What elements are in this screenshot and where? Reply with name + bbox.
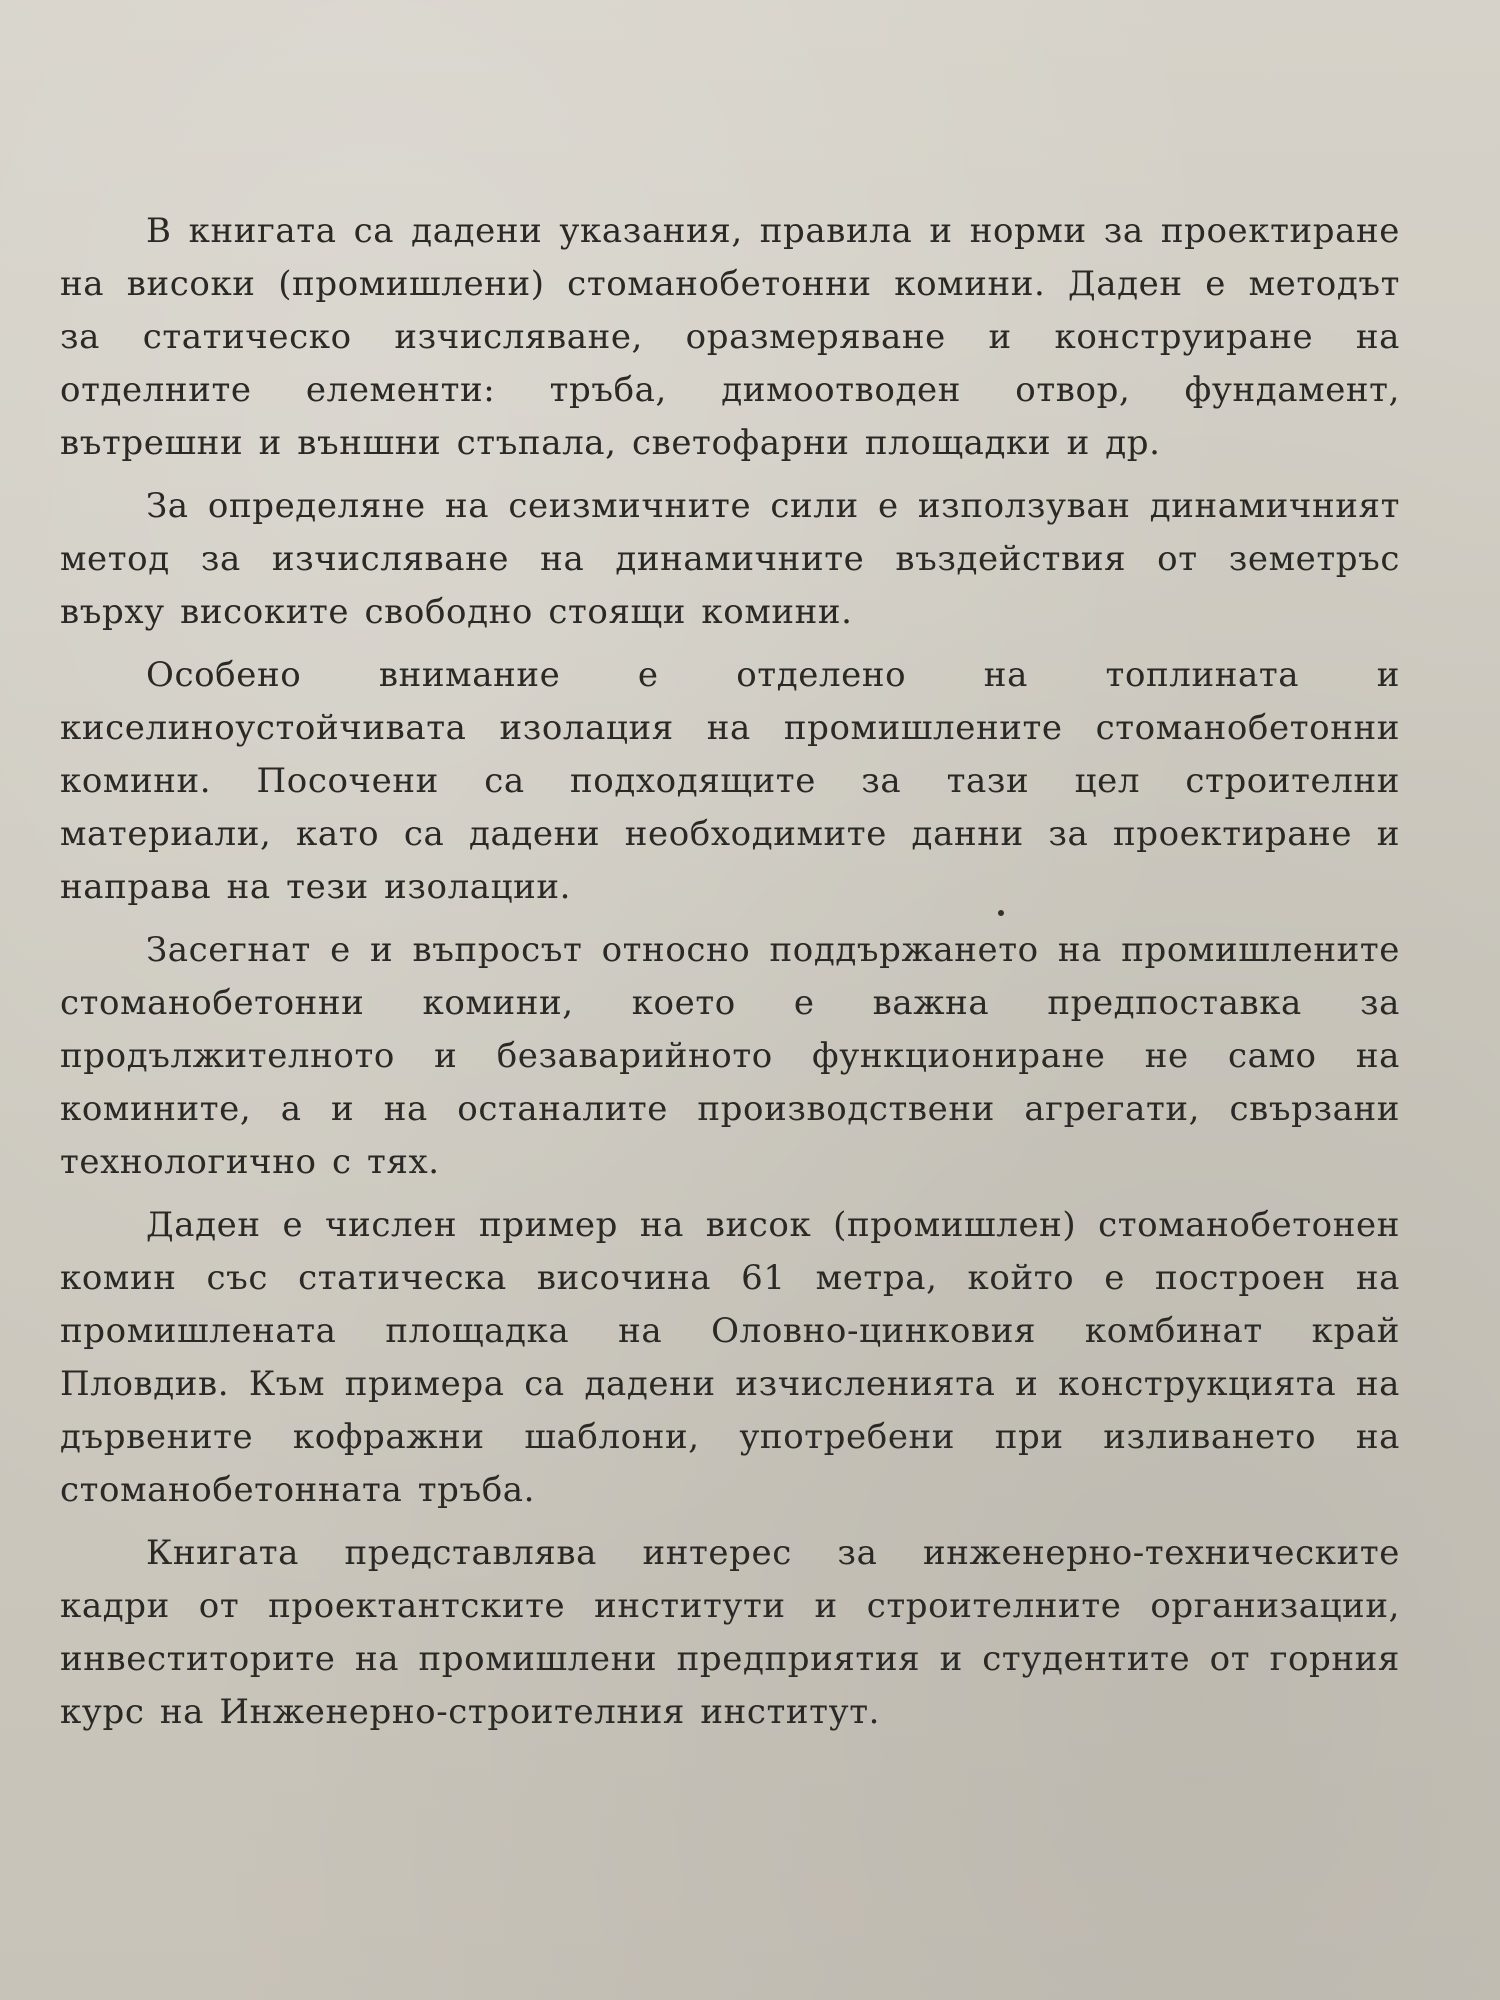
annotation-text (60, 205, 1400, 1749)
paragraph-audience: Книгата представлява интерес за инженерно-техническите кадри от проектантските институти и строителните организации, инвеститорите на промишлени предприятия и студентите от горния курс на Инженерно-строителния институт. (60, 1533, 1400, 1732)
paragraph-insulation: Особено внимание е отделено на топлината и киселиноустойчивата изолация на промишлените стоманобетонни комини. Посочени са подходящите за тази цел строителни материали, като са дадени необходимите данни за проектиране и направа на тези изолации. (60, 655, 1400, 907)
paragraph-book-contents: В книгата са дадени указания, правила и норми за проектиране на високи (промишлени) стоманобетонни комини. Даден е методът за статическо изчисляване, оразмеряване и конструиране на отделните елементи: тръба, димоотводен отвор, фундамент, вътрешни и външни стъпала, светофарни площадки и др. (60, 211, 1400, 463)
paragraph-maintenance: Засегнат е и въпросът относно поддържането на промишлените стоманобетонни комини, което е важна предпоставка за продължителното и безаварийното функциониране не само на комините, а и на останалите производствени агрегати, свързани технологично с тях. (60, 930, 1400, 1182)
paragraph-seismic-forces: За определяне на сеизмичните сили е използуван динамичният метод за изчисляване на динамичните въздействия от земетръс върху високите свободно стоящи комини. (60, 486, 1400, 632)
paragraph-numerical-example: Даден е числен пример на висок (промишлен) стоманобетонен комин със статическа височина 61 метра, който е построен на промишлената площадка на Оловно-цинковия комбинат край Пловдив. Към примера са дадени изчисленията и конструкцията на дървените кофражни шаблони, употребени при изливането на стоманобетонната тръба. (60, 1205, 1400, 1510)
ink-speck (998, 910, 1004, 916)
